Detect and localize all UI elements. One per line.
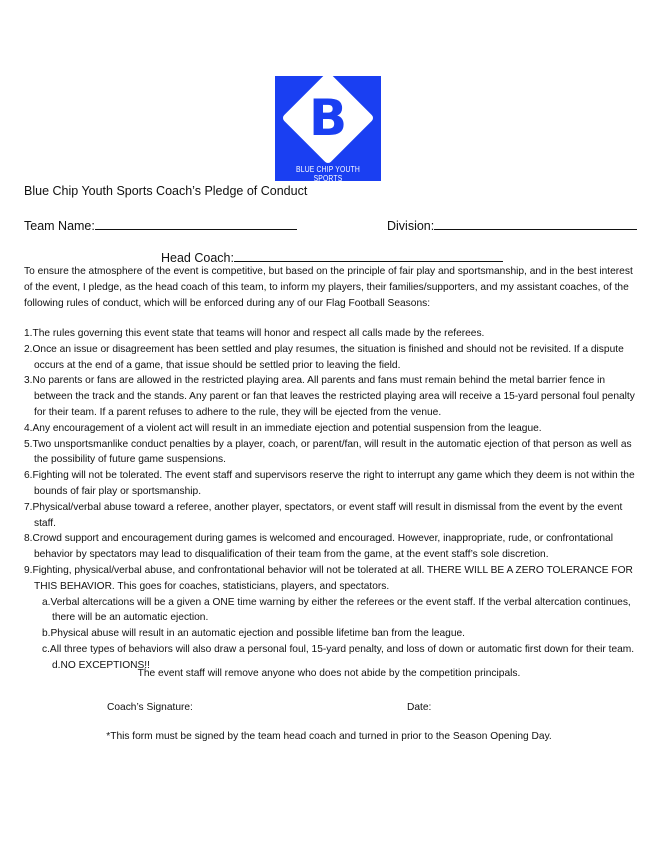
rule-6: 6.Fighting will not be tolerated. The event staff and supervisors reserve the right to interrupt any game which they deem is not within the bounds of fair play or sportsmanship. <box>24 470 635 497</box>
rule-8: 8.Crowd support and encouragement during games is welcomed and encouraged. However, inappropriate, rude, or confrontational behavior by spectators may lead to disqualification of their team from the game, at the event staff’s sole discretion. <box>24 533 613 561</box>
closing-statement: The event staff will remove anyone who does not abide by the competition principals. <box>137 668 521 679</box>
intro-paragraph: To ensure the atmosphere of the event is competitive, but based on the principle of fair play and sportsmanship, and in the best interest of the event, I pledge, as the head coach of this team, to inform my players, their families/supporters, and my assistant coaches, of the following rules of conduct, which will be enforced during any of our Flag Football Seasons: <box>24 266 633 310</box>
rule-1: 1.The rules governing this event state that teams will honor and respect all calls made by the referees. <box>24 328 485 339</box>
logo <box>275 76 381 181</box>
head-coach-line[interactable] <box>234 249 503 262</box>
footnote: *This form must be signed by the team head coach and turned in prior to the Season Opening Day. <box>106 731 552 742</box>
subrule-a: a.Verbal altercations will be a given a ONE time warning by either the referees or the event staff. If the verbal altercation continues, there will be an automatic ejection. <box>42 596 631 624</box>
rule-5: 5.Two unsportsmanlike conduct penalties by a player, coach, or parent/fan, will result in the automatic ejection of that person as well as the possibility of future game suspensions. <box>24 438 632 466</box>
team-name-label: Team Name: <box>24 219 95 233</box>
division-line[interactable] <box>434 217 637 230</box>
rule-2: 2.Once an issue or disagreement has been settled and play resumes, the situation is finished and should not be revisited. If a dispute occurs at the end of a game, that issue should be settled prior to leaving the field. <box>24 343 624 371</box>
head-coach-label: Head Coach: <box>161 251 234 265</box>
subrule-b: b.Physical abuse will result in an automatic ejection and possible lifetime ban from the league. <box>42 628 466 640</box>
rule-9: 9.Fighting, physical/verbal abuse, and confrontational behavior will not be tolerated at all. THERE WILL BE A ZERO TOLERANCE FOR THIS BEHAVIOR. This goes for coaches, statisticians, players, and spectators. <box>24 564 633 592</box>
logo-text: BLUE CHIP YOUTH SPORTS <box>296 165 360 183</box>
signature-label: Coach’s Signature: <box>107 702 193 713</box>
team-name-field[interactable] <box>24 217 297 233</box>
subrule-c: c.All three types of behaviors will also draw a personal foul, 15-yard penalty, and loss of down or automatic first down for their team. d.NO EXCEPTIONS!! <box>42 643 635 671</box>
logo-letter: B <box>308 89 348 147</box>
division-field[interactable] <box>387 217 637 233</box>
date-label: Date: <box>407 702 432 713</box>
rules-list <box>24 326 636 674</box>
document-title: Blue Chip Youth Sports Coach’s Pledge of Conduct <box>24 184 308 198</box>
division-label: Division: <box>387 219 435 233</box>
rule-4: 4.Any encouragement of a violent act will result in an immediate ejection and potential suspension from the league. <box>24 422 542 434</box>
team-name-line[interactable] <box>95 217 297 230</box>
rule-7: 7.Physical/verbal abuse toward a referee, another player, spectators, or event staff will result in dismissal from the event by the event staff. <box>24 501 623 529</box>
rule-3: 3.No parents or fans are allowed in the restricted playing area. All parents and fans must remain behind the metal barrier fence in between the track and the stands. Any parent or fan that leaves the restricted playing area will receive a 15-yard personal foul penalty for their team. If a parent refuses to adhere to the rule, they will be ejected from the venue. <box>24 375 635 418</box>
head-coach-field[interactable] <box>161 249 503 265</box>
